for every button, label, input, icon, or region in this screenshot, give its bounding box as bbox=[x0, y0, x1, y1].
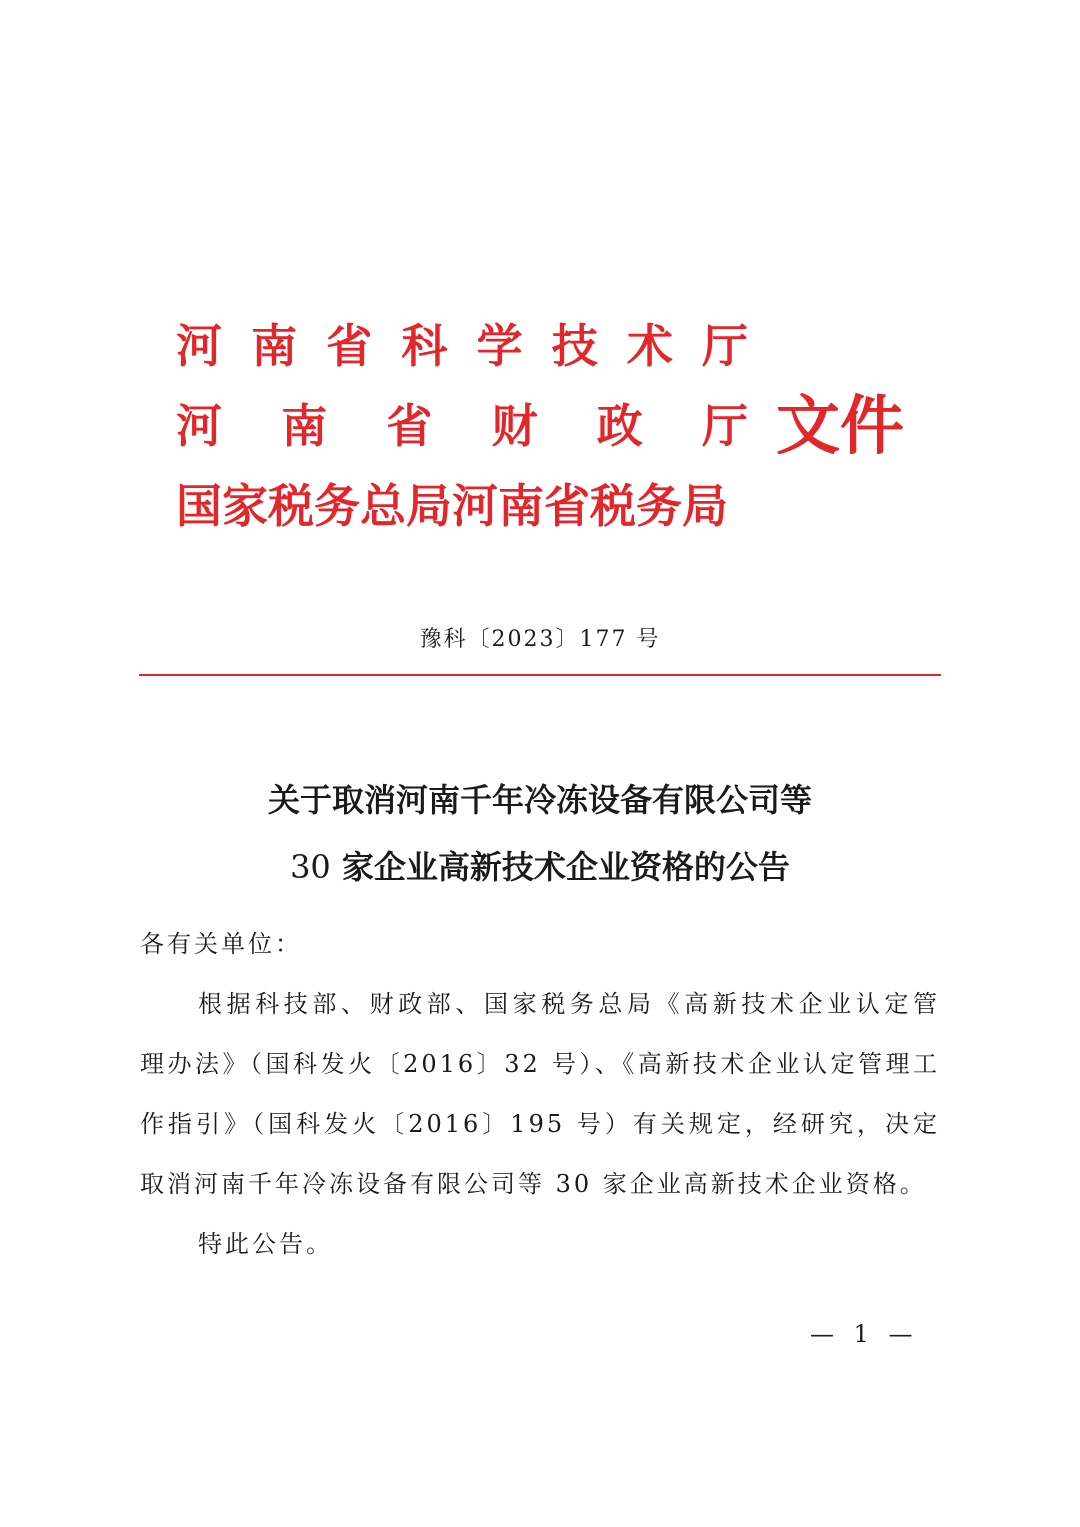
issuer-char: 省 bbox=[326, 319, 373, 373]
issuer-char: 南 bbox=[251, 319, 298, 373]
closing-line: 特此公告。 bbox=[198, 1230, 333, 1258]
paragraph-line: 理办法》（国科发火〔2016〕32 号）、《高新技术企业认定管理工 bbox=[140, 1050, 940, 1078]
issuer-line-finance-dept bbox=[176, 398, 748, 454]
issuer-char: 省 bbox=[386, 399, 433, 453]
issuer-char: 政 bbox=[596, 399, 643, 453]
issuer-line-science-dept bbox=[176, 318, 748, 374]
title-count: 30 bbox=[290, 848, 331, 886]
issuer-char: 河 bbox=[176, 319, 222, 373]
issuer-char: 财 bbox=[491, 399, 538, 453]
salutation: 各有关单位： bbox=[140, 930, 302, 958]
issuer-char: 河 bbox=[176, 399, 222, 453]
title-line-1: 关于取消河南千年冷冻设备有限公司等 bbox=[267, 781, 812, 819]
issuer-char: 技 bbox=[551, 319, 598, 373]
red-separator-line bbox=[139, 674, 941, 676]
title-line-2 bbox=[0, 845, 1080, 889]
paragraph-line: 作指引》（国科发火〔2016〕195 号）有关规定，经研究，决定 bbox=[140, 1110, 940, 1138]
issuer-char: 厅 bbox=[701, 319, 748, 373]
issuer-char: 厅 bbox=[701, 399, 748, 453]
issuer-char: 科 bbox=[401, 319, 448, 373]
issuer-char: 南 bbox=[281, 399, 328, 453]
title-line-2-text: 家企业高新技术企业资格的公告 bbox=[341, 848, 790, 886]
issuer-char: 术 bbox=[626, 319, 673, 373]
page-number: — 1 — bbox=[810, 1320, 919, 1348]
paragraph-line: 根据科技部、财政部、国家税务总局《高新技术企业认定管 bbox=[198, 990, 940, 1018]
document-number: 豫科〔2023〕177 号 bbox=[419, 627, 661, 652]
paragraph-line: 取消河南千年冷冻设备有限公司等 30 家企业高新技术企业资格。 bbox=[140, 1170, 927, 1198]
issuer-line-tax-bureau bbox=[176, 478, 748, 534]
issuer-char: 学 bbox=[476, 319, 523, 373]
issuer-text: 国家税务总局河南省税务局 bbox=[176, 479, 728, 533]
document-label: 文件 bbox=[776, 390, 904, 464]
